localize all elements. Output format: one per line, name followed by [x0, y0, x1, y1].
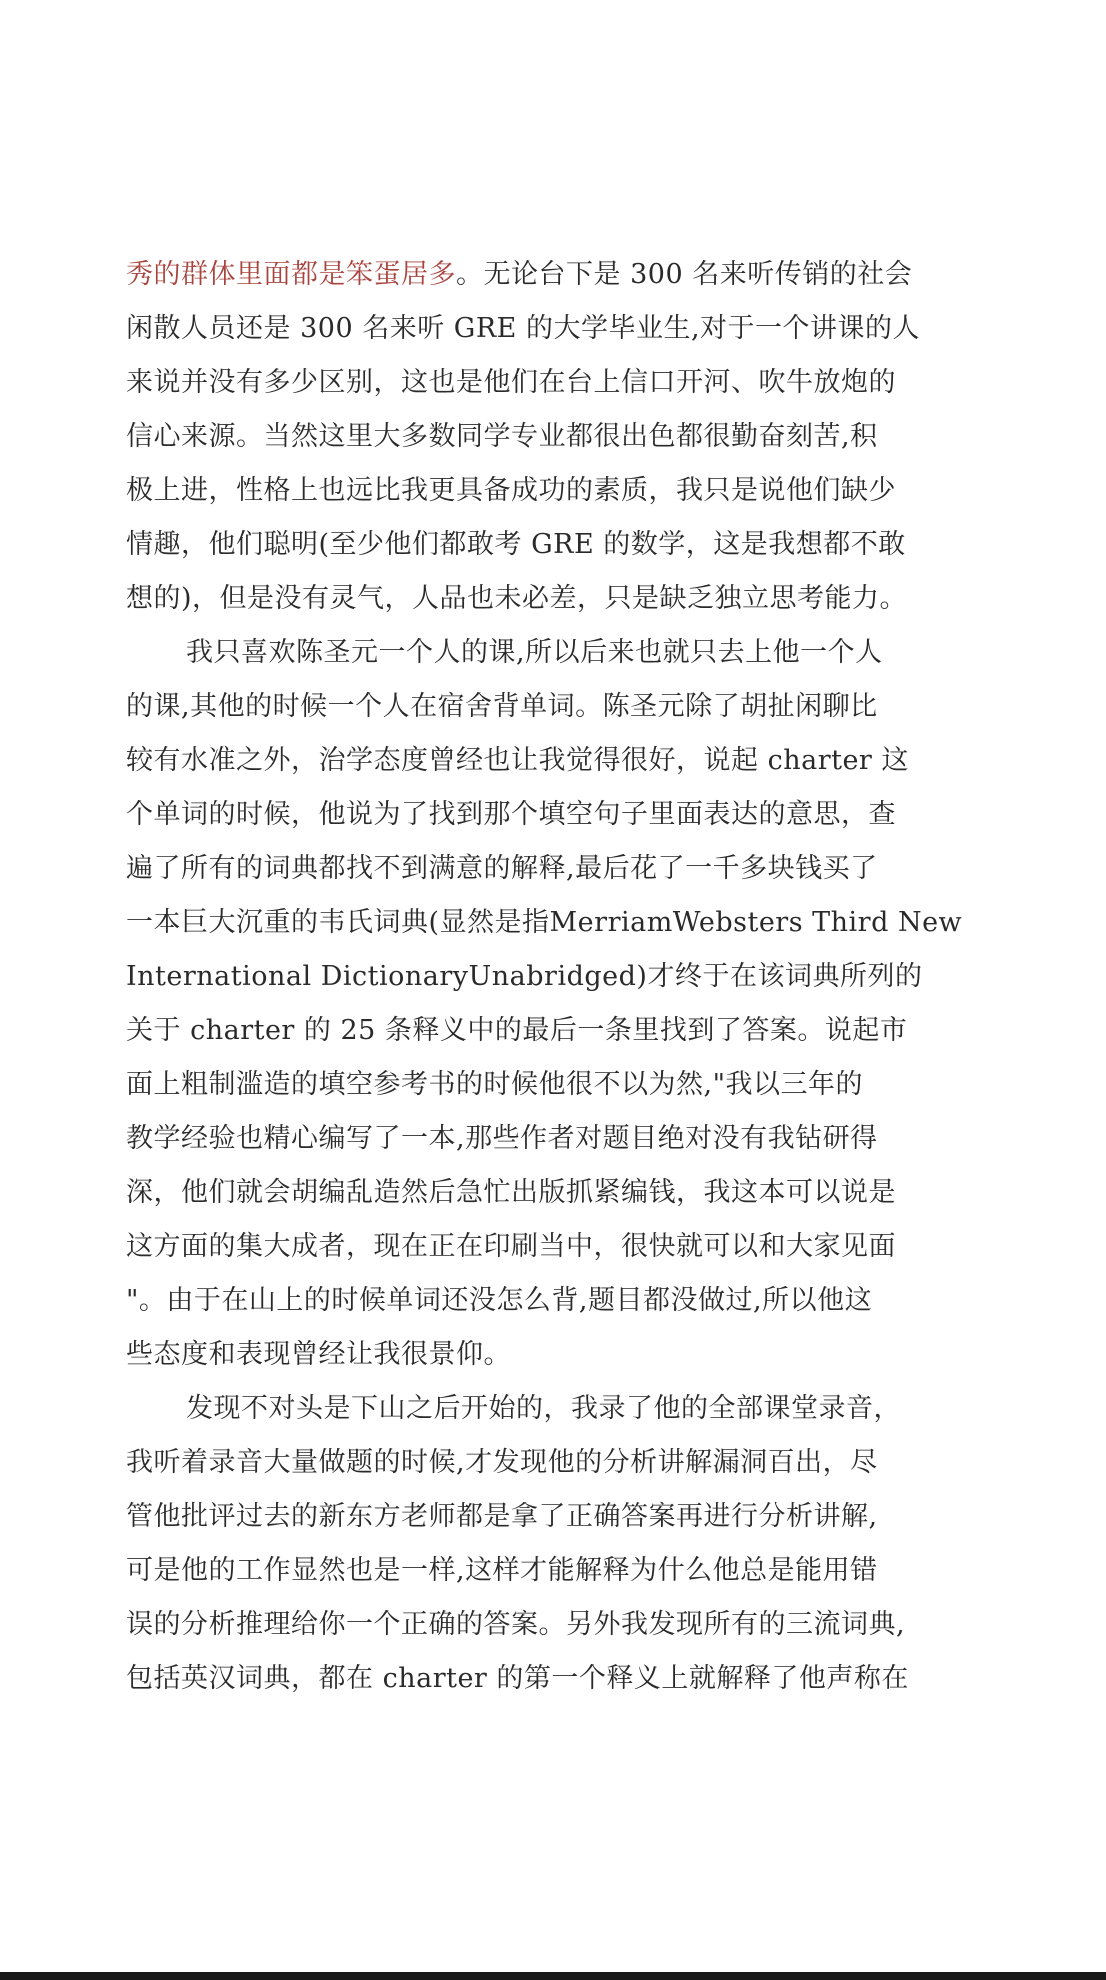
text-line: 想的)，但是没有灵气，人品也未必差，只是缺乏独立思考能力。	[126, 583, 908, 614]
highlighted-text: 秀的群体里面都是笨蛋居多	[126, 259, 456, 290]
line-text: 。无论台下是 300 名来听传销的社会	[456, 259, 913, 290]
text-line: 深，他们就会胡编乱造然后急忙出版抓紧编钱，我这本可以说是	[126, 1177, 896, 1208]
text-line: 教学经验也精心编写了一本,那些作者对题目绝对没有我钻研得	[126, 1123, 878, 1154]
text-line: 误的分析推理给你一个正确的答案。另外我发现所有的三流词典,	[126, 1609, 906, 1640]
bottom-edge-bar	[0, 1972, 1106, 1980]
book-text	[126, 248, 986, 1706]
text-line: 些态度和表现曾经让我很景仰。	[126, 1339, 511, 1370]
text-line	[126, 1382, 986, 1436]
line-text: 发现不对头是下山之后开始的，我录了他的全部课堂录音，	[186, 1393, 901, 1424]
text-line: 信心来源。当然这里大多数同学专业都很出色都很勤奋刻苦,积	[126, 421, 878, 452]
text-line: 情趣，他们聪明(至少他们都敢考 GRE 的数学，这是我想都不敢	[126, 529, 906, 560]
text-line: 个单词的时候，他说为了找到那个填空句子里面表达的意思，查	[126, 799, 896, 830]
text-line: 包括英汉词典，都在 charter 的第一个释义上就解释了他声称在	[126, 1663, 909, 1694]
text-line: 面上粗制滥造的填空参考书的时候他很不以为然,"我以三年的	[126, 1069, 864, 1100]
text-line: 较有水准之外，治学态度曾经也让我觉得很好，说起 charter 这	[126, 745, 909, 776]
text-line: 的课,其他的时候一个人在宿舍背单词。陈圣元除了胡扯闲聊比	[126, 691, 878, 722]
text-line: 遍了所有的词典都找不到满意的解释,最后花了一千多块钱买了	[126, 853, 878, 884]
text-line: 来说并没有多少区别，这也是他们在台上信口开河、吹牛放炮的	[126, 367, 896, 398]
text-line: 闲散人员还是 300 名来听 GRE 的大学毕业生,对于一个讲课的人	[126, 313, 921, 344]
text-line: 这方面的集大成者，现在正在印刷当中，很快就可以和大家见面	[126, 1231, 896, 1262]
text-line: International DictionaryUnabridged)才终于在该词典所列的	[126, 961, 923, 992]
text-line	[126, 248, 986, 302]
text-line: "。由于在山上的时候单词还没怎么背,题目都没做过,所以他这	[126, 1285, 873, 1316]
text-line: 一本巨大沉重的韦氏词典(显然是指MerriamWebsters Third New	[126, 907, 963, 938]
text-line: 管他批评过去的新东方老师都是拿了正确答案再进行分析讲解,	[126, 1501, 878, 1532]
text-line: 关于 charter 的 25 条释义中的最后一条里找到了答案。说起市	[126, 1015, 908, 1046]
text-line: 我听着录音大量做题的时候,才发现他的分析讲解漏洞百出，尽	[126, 1447, 878, 1478]
line-text: 我只喜欢陈圣元一个人的课,所以后来也就只去上他一个人	[186, 637, 883, 668]
text-line: 极上进，性格上也远比我更具备成功的素质，我只是说他们缺少	[126, 475, 896, 506]
text-line	[126, 626, 986, 680]
text-line: 可是他的工作显然也是一样,这样才能解释为什么他总是能用错	[126, 1555, 878, 1586]
